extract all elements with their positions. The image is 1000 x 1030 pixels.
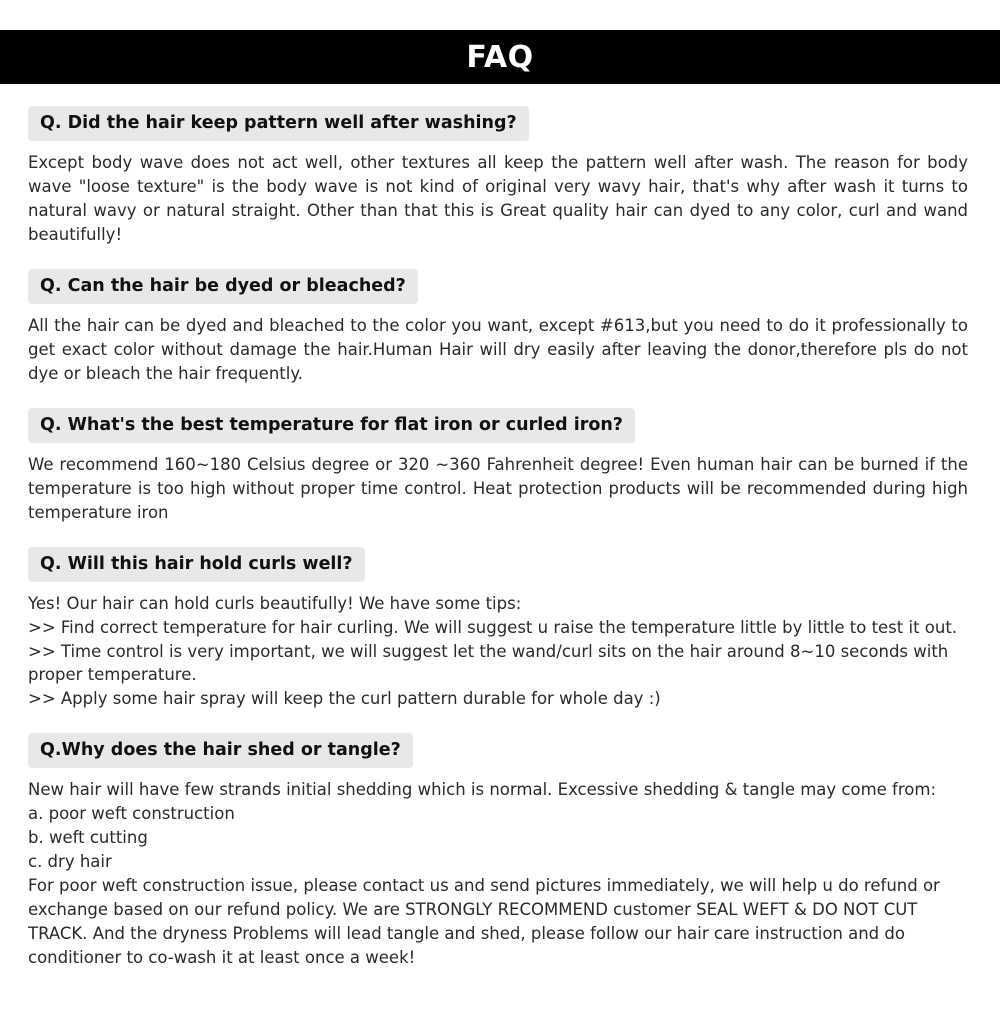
faq-answer-line: For poor weft construction issue, please contact us and send pictures immediately, we will help u do refund or exchange based on our refund policy. We are STRONGLY RECOMMEND customer SEAL WEFT & DO NOT CUT TRACK. And the dryness Problems will lead tangle and shed, please follow our hair care instruction and do conditioner to co-wash it at least once a week!	[28, 876, 940, 967]
faq-item	[28, 408, 972, 525]
faq-question: Q. Did the hair keep pattern well after washing?	[28, 106, 529, 141]
faq-answer-line: Yes! Our hair can hold curls beautifully! We have some tips:	[28, 593, 522, 613]
faq-item	[28, 733, 972, 970]
faq-item	[28, 547, 972, 712]
faq-answer-line: >> Apply some hair spray will keep the curl pattern durable for whole day :)	[28, 689, 661, 709]
faq-answer: All the hair can be dyed and bleached to the color you want, except #613,but you need to do it professionally to get exact color without damage the hair.Human Hair will dry easily after leaving the donor,therefore pls do not dye or bleach the hair frequently.	[28, 315, 968, 383]
page-header	[0, 30, 1000, 84]
faq-content	[0, 106, 1000, 970]
faq-question: Q. Will this hair hold curls well?	[28, 547, 365, 582]
faq-question: Q. Can the hair be dyed or bleached?	[28, 269, 418, 304]
faq-answer: Except body wave does not act well, other textures all keep the pattern well after wash. The reason for body wave "loose texture" is the body wave is not kind of original very wavy hair, that's why after wash it turns to natural wavy or natural straight. Other than that this is Great quality hair can dyed to any color, curl and wand beautifully!	[28, 153, 968, 244]
page-title: FAQ	[466, 39, 534, 75]
faq-answer	[28, 592, 972, 712]
faq-answer-line: a. poor weft construction	[28, 804, 235, 824]
faq-answer-line: New hair will have few strands initial shedding which is normal. Excessive shedding & tangle may come from:	[28, 780, 937, 800]
faq-question: Q. What's the best temperature for flat iron or curled iron?	[28, 408, 635, 443]
faq-answer	[28, 778, 972, 969]
faq-answer: We recommend 160~180 Celsius degree or 320 ~360 Fahrenheit degree! Even human hair can be burned if the temperature is too high without proper time control. Heat protection products will be recommended during high temperature iron	[28, 454, 968, 522]
faq-question: Q.Why does the hair shed or tangle?	[28, 733, 413, 768]
faq-answer-line: >> Find correct temperature for hair curling. We will suggest u raise the temperature little by little to test it out.	[28, 617, 958, 637]
faq-answer-line: b. weft cutting	[28, 828, 148, 848]
faq-answer-line: >> Time control is very important, we will suggest let the wand/curl sits on the hair around 8~10 seconds with proper temperature.	[28, 641, 949, 685]
faq-item	[28, 106, 972, 247]
faq-page	[0, 30, 1000, 1030]
faq-item	[28, 269, 972, 386]
faq-answer-line: c. dry hair	[28, 852, 112, 872]
